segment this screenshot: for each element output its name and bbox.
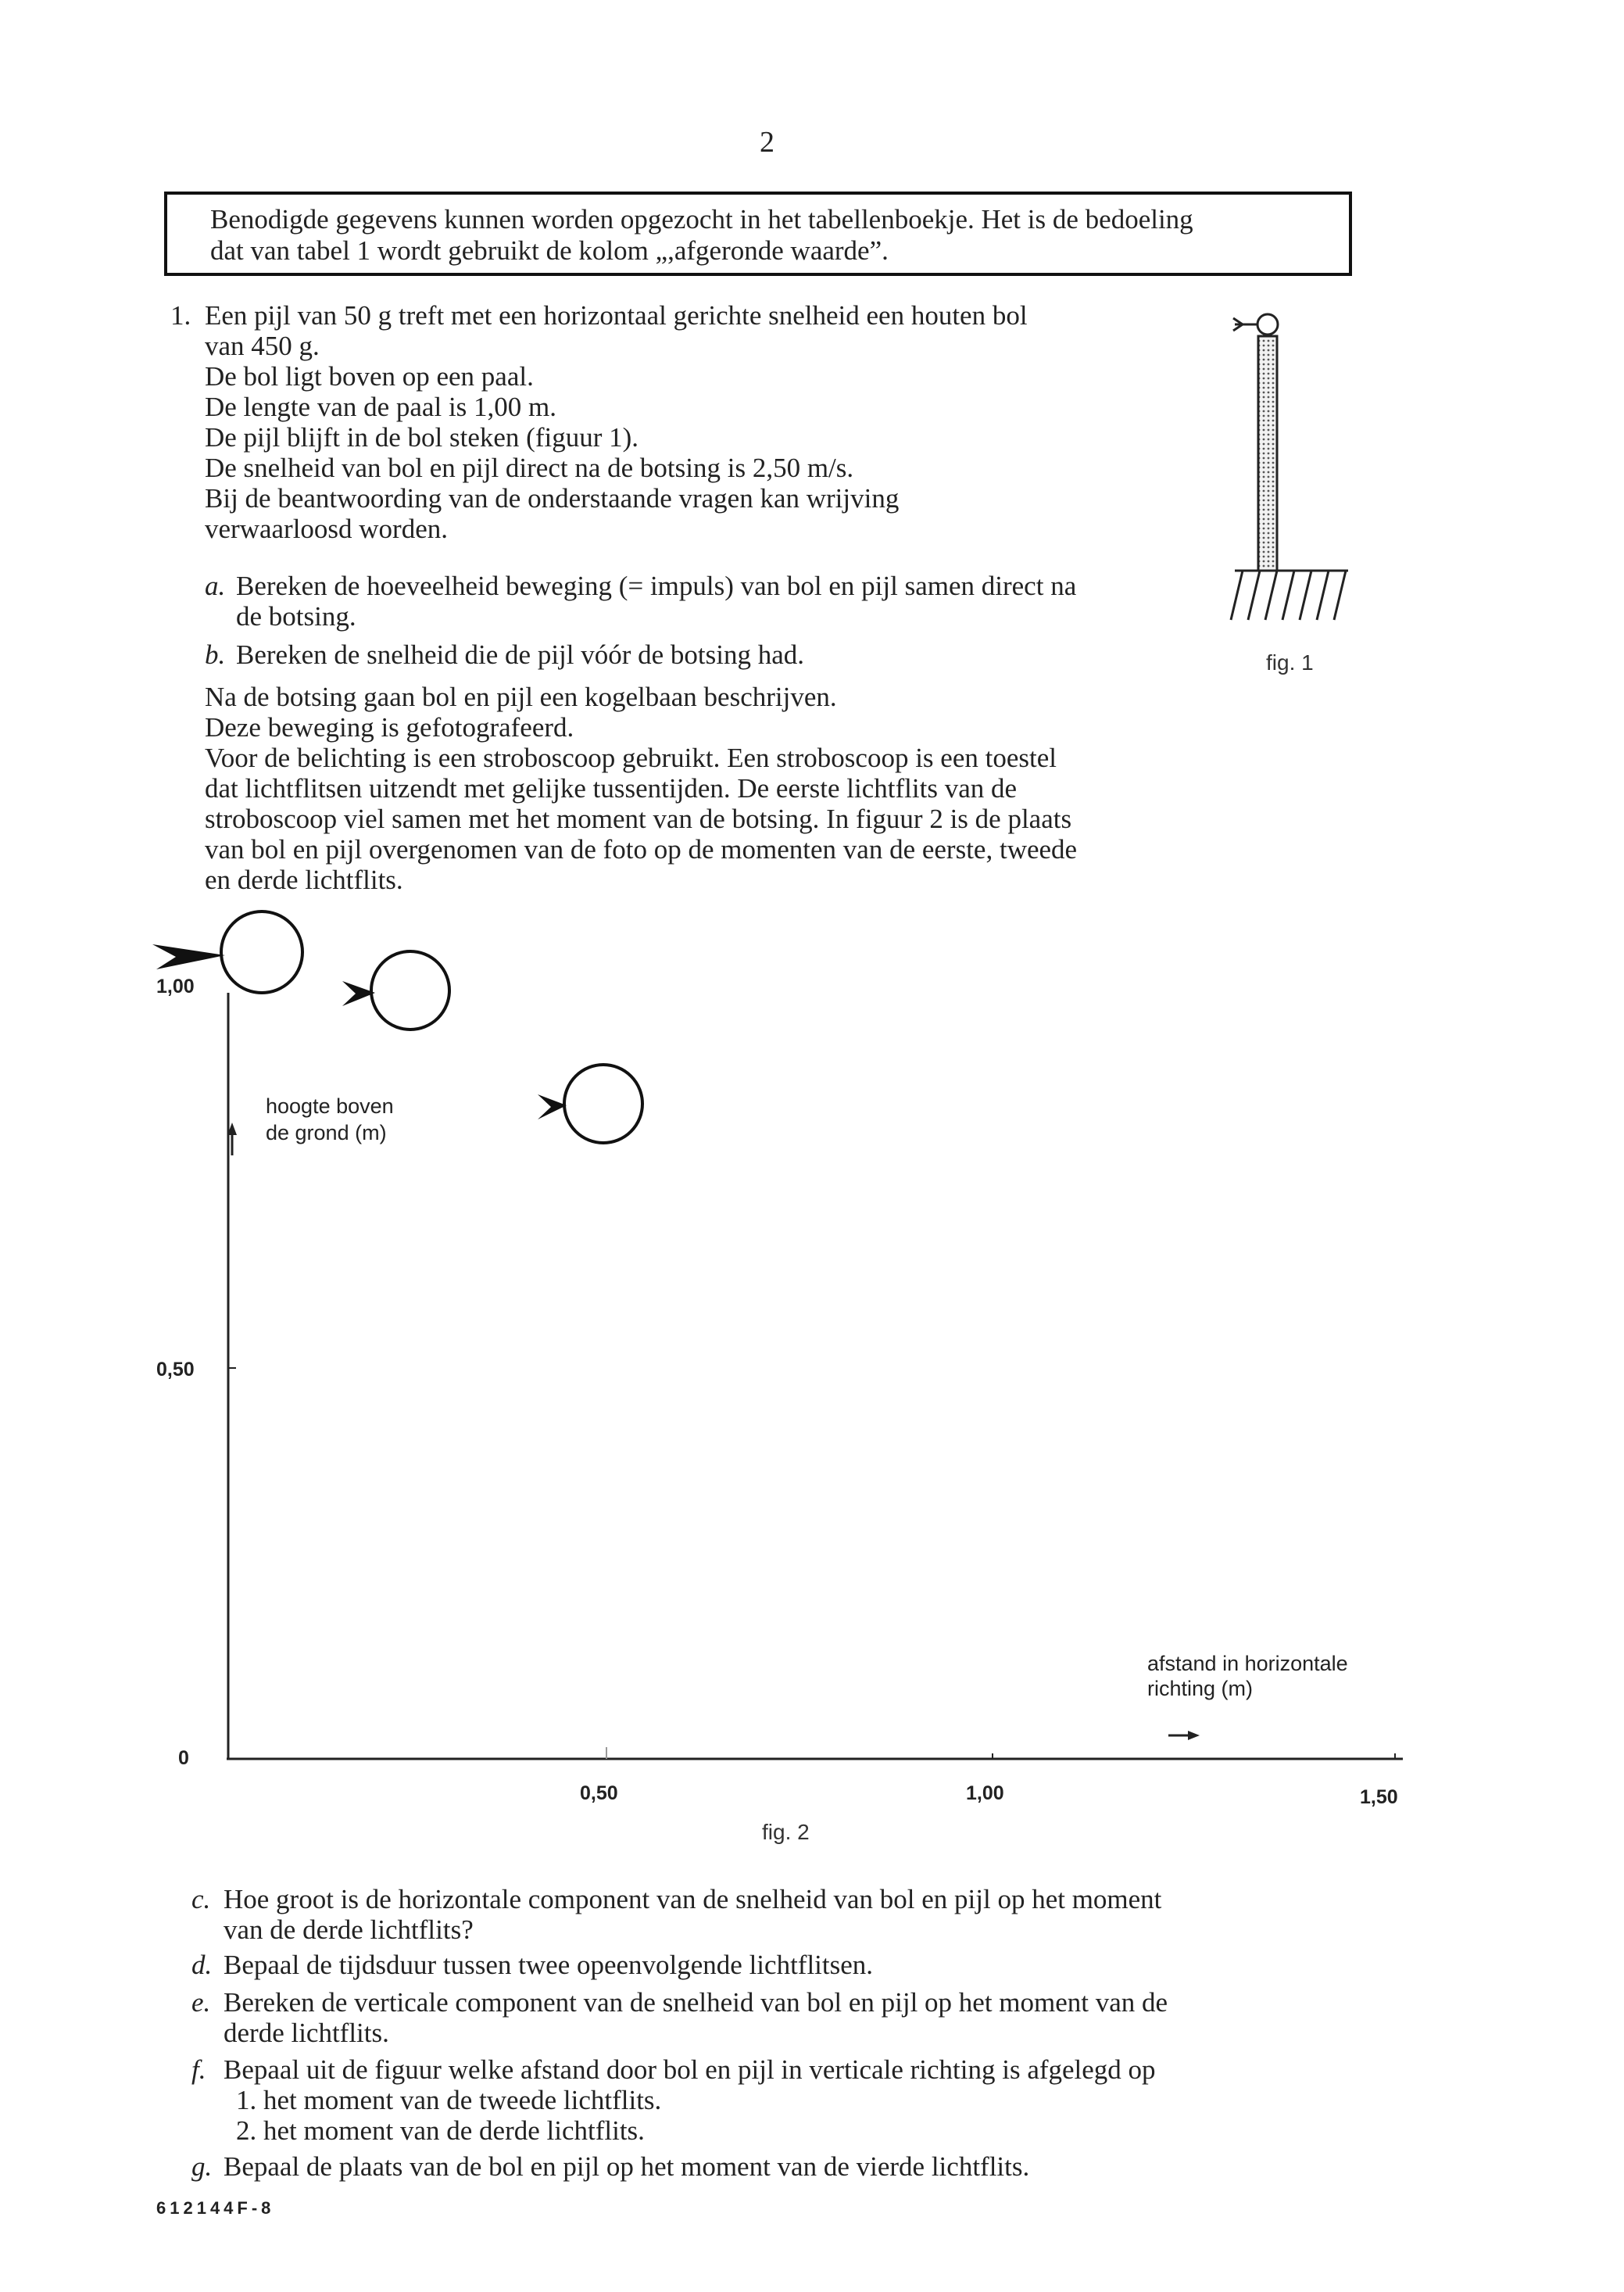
subquestion-d-line-1: Bepaal de tijdsduur tussen twee opeenvolgende lichtflitsen. (224, 1950, 874, 1980)
paragraph-line: stroboscoop viel samen met het moment van de botsing. In figuur 2 is de plaats (205, 804, 1072, 834)
subquestion-c-line-1: Hoe groot is de horizontale component van de snelheid van bol en pijl op het moment (224, 1884, 1162, 1914)
subquestion-c-line-2: van de derde lichtflits? (224, 1914, 474, 1945)
wooden-ball-icon (1257, 314, 1278, 335)
paragraph-line: dat lichtflitsen uitzendt met gelijke tussentijden. De eerste lichtflits van de (205, 773, 1018, 804)
footer-code: 612144F-8 (156, 2198, 275, 2218)
y-axis-label-line-2: de grond (m) (266, 1121, 387, 1144)
paragraph-line: van bol en pijl overgenomen van de foto op de momenten van de eerste, tweede (205, 834, 1078, 865)
x-tick-label-1-50: 1,50 (1360, 1786, 1398, 1808)
y-tick-label-0-50: 0,50 (156, 1359, 195, 1381)
subquestion-g-line-1: Bepaal de plaats van de bol en pijl op het moment van de vierde lichtflits. (224, 2151, 1030, 2182)
paragraph-line: en derde lichtflits. (205, 865, 403, 895)
subquestion-c-letter: c. (191, 1884, 211, 1914)
subquestion-b-line-1: Bereken de snelheid die de pijl vóór de botsing had. (236, 639, 805, 670)
question-number: 1. (170, 300, 191, 331)
subquestion-a (236, 571, 1076, 632)
subquestion-c (224, 1884, 1161, 1945)
intro-line: De pijl blijft in de bol steken (figuur 1). (205, 422, 639, 453)
x-axis-label-line-1: afstand in horizontale (1147, 1652, 1348, 1675)
y-tick-label-0: 0 (178, 1747, 189, 1769)
subquestion-f-item-2: 2. het moment van de derde lichtflits. (236, 2115, 645, 2146)
ground-hatching-icon (1231, 571, 1346, 620)
intro-line: De snelheid van bol en pijl direct na de botsing is 2,50 m/s. (205, 453, 854, 483)
ball-icon (564, 1065, 642, 1143)
subquestion-d-letter: d. (191, 1950, 213, 1980)
paragraph-line: Na de botsing gaan bol en pijl een kogelbaan beschrijven. (205, 682, 837, 712)
pole-icon (1258, 336, 1277, 571)
x-axis-label (1147, 1651, 1348, 1701)
notice-line-2: dat van tabel 1 wordt gebruikt de kolom „,afgeronde waarde”. (210, 235, 889, 266)
ball-flash-3 (538, 1065, 642, 1143)
instruction-notice-box (164, 192, 1352, 276)
y-tick-label-1-00: 1,00 (156, 976, 195, 997)
subquestion-e (224, 1987, 1168, 2048)
question-intro (205, 300, 1028, 544)
ball-icon (221, 911, 302, 993)
subquestion-e-line-1: Bereken de verticale component van de snelheid van bol en pijl op het moment van de (224, 1987, 1168, 2018)
y-axis-label (266, 1093, 394, 1146)
arrow-fletching-icon (538, 1094, 567, 1119)
subquestion-f-item-1: 1. het moment van de tweede lichtflits. (236, 2085, 662, 2115)
stroboscope-paragraph (205, 682, 1077, 895)
subquestion-g-letter: g. (191, 2151, 213, 2182)
figure-1-caption: fig. 1 (1266, 650, 1314, 675)
intro-line: van 450 g. (205, 331, 320, 361)
subquestion-f-line-1: Bepaal uit de figuur welke afstand door bol en pijl in verticale richting is afgelegd op (224, 2054, 1156, 2085)
page-number: 2 (760, 126, 774, 159)
figure-2-caption: fig. 2 (762, 1820, 810, 1844)
paragraph-line: Voor de belichting is een stroboscoop gebruikt. Een stroboscoop is een toestel (205, 743, 1057, 773)
arrow-fletching-icon (152, 944, 225, 969)
paragraph-line: Deze beweging is gefotografeerd. (205, 712, 574, 743)
intro-line: De lengte van de paal is 1,00 m. (205, 392, 557, 422)
ball-flash-2 (342, 951, 449, 1030)
notice-line-1: Benodigde gegevens kunnen worden opgezocht in het tabellenboekje. Het is de bedoeling (210, 204, 1193, 235)
figure-2-trajectory (141, 899, 1438, 1767)
subquestion-f (224, 2054, 1156, 2146)
x-tick-label-0-50: 0,50 (580, 1782, 618, 1804)
ball-icon (371, 951, 449, 1030)
intro-line: Bij de beantwoording van de onderstaande vragen kan wrijving (205, 483, 900, 514)
intro-line: Een pijl van 50 g treft met een horizontaal gerichte snelheid een houten bol (205, 300, 1028, 331)
intro-line: De bol ligt boven op een paal. (205, 361, 534, 392)
subquestion-e-letter: e. (191, 1987, 211, 2018)
subquestion-f-letter: f. (191, 2054, 206, 2085)
subquestion-a-letter: a. (205, 571, 226, 601)
y-axis-label-line-1: hoogte boven (266, 1094, 394, 1118)
figure-1-pole-diagram (1219, 301, 1368, 629)
x-axis-label-line-2: richting (m) (1147, 1677, 1254, 1700)
subquestion-a-line-1: Bereken de hoeveelheid beweging (= impuls) van bol en pijl samen direct na (236, 571, 1077, 601)
right-arrow-icon (1168, 1731, 1200, 1740)
subquestion-b-letter: b. (205, 639, 226, 670)
subquestion-a-line-2: de botsing. (236, 601, 356, 632)
x-tick-label-1-00: 1,00 (966, 1782, 1004, 1804)
subquestion-e-line-2: derde lichtflits. (224, 2018, 389, 2048)
arrow-icon (1233, 318, 1258, 331)
intro-line: verwaarloosd worden. (205, 514, 449, 544)
